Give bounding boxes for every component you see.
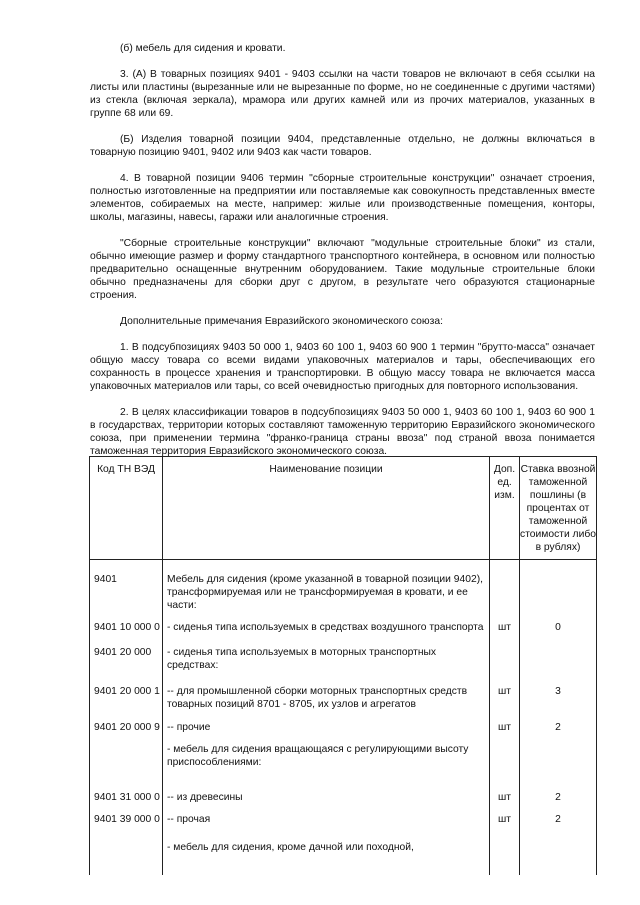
- row-code-text: 9401: [94, 574, 117, 585]
- header-rate: Ставка ввозной таможенной пошлины (в процентах от таможенной стоимости либо в рублях): [520, 457, 597, 560]
- row-code: [90, 787, 163, 811]
- row-name-text: -- из древесины: [167, 792, 243, 803]
- table-header-row: [90, 457, 597, 560]
- paragraph: (б) мебель для сидения и кровати.: [120, 43, 286, 54]
- row-unit: [490, 681, 520, 719]
- row-code: [90, 811, 163, 835]
- row-unit-text: шт: [498, 622, 511, 633]
- paragraph: 4. В товарной позиции 9406 термин "сборные строительные конструкции" означает строения, полностью изготовленные на предприятии или поставляемые как совокупность представленных вместе элементов, собираемых на месте, например: жилые или производственные помещения, конторы, школы, магазины, навесы, гаражи или аналогичные строения.: [90, 173, 595, 223]
- row-name: [163, 644, 490, 681]
- row-code-text: 9401 10 000 0: [94, 622, 160, 633]
- row-name: [163, 612, 490, 644]
- table-row: [90, 787, 597, 811]
- row-code: [90, 719, 163, 743]
- header-name: Наименование позиции: [163, 457, 490, 560]
- row-name: [163, 743, 490, 787]
- table-row: [90, 811, 597, 835]
- row-name-text: - сиденья типа используемых в моторных транспортных средствах:: [167, 647, 437, 671]
- row-name-text: -- для промышленной сборки моторных транспортных средств товарных позиций 8701 - 8705, их узлов и агрегатов: [167, 686, 468, 710]
- row-rate-text: 2: [555, 814, 561, 825]
- row-rate-text: 2: [555, 722, 561, 733]
- row-unit-text: шт: [498, 686, 511, 697]
- row-rate: [520, 835, 597, 875]
- table-row: [90, 644, 597, 681]
- table-row: [90, 743, 597, 787]
- row-name-text: - сиденья типа используемых в средствах воздушного транспорта: [167, 622, 484, 633]
- row-rate-text: 2: [555, 792, 561, 803]
- notes-text: [90, 42, 595, 471]
- row-unit-text: шт: [498, 814, 511, 825]
- row-rate: [520, 811, 597, 835]
- row-name: [163, 681, 490, 719]
- paragraph: 3. (А) В товарных позициях 9401 - 9403 ссылки на части товаров не включают в себя ссылки на листы или пластины (вырезанные или не вырезанные по форме, но не соединенные с другими частями) из стекла (включая зеркала), мрамора или других камней или из прочих материалов, указанных в группе 68 или 69.: [90, 69, 595, 119]
- row-name-text: - мебель для сидения, кроме дачной или походной,: [167, 842, 414, 853]
- table-row: [90, 835, 597, 875]
- row-name-text: - мебель для сидения вращающаяся с регулирующими высоту приспособлениями:: [167, 744, 469, 768]
- row-code: [90, 644, 163, 681]
- row-rate-text: 3: [555, 686, 561, 697]
- header-code: Код ТН ВЭД: [90, 457, 163, 560]
- table-row: [90, 681, 597, 719]
- row-name: [163, 835, 490, 875]
- row-code-text: 9401 20 000: [94, 647, 152, 658]
- row-rate: [520, 719, 597, 743]
- row-rate: [520, 612, 597, 644]
- row-unit-text: шт: [498, 792, 511, 803]
- row-name: [163, 787, 490, 811]
- header-unit: Доп. ед. изм.: [490, 457, 520, 560]
- tariff-table: [89, 456, 597, 875]
- row-unit-text: шт: [498, 722, 511, 733]
- row-rate: [520, 681, 597, 719]
- paragraph: 2. В целях классификации товаров в подсубпозициях 9403 50 000 1, 9403 60 100 1, 9403 60 900 1 в государствах, территории которых составляют таможенную территорию Евразийского экономического союза, при применении термина "франко-граница страны ввоза" под страной ввоза понимается таможенная территория Евразийского экономического союза.: [90, 407, 595, 457]
- row-unit: [490, 811, 520, 835]
- row-unit: [490, 644, 520, 681]
- row-code-text: 9401 39 000 0: [94, 814, 160, 825]
- row-code: [90, 612, 163, 644]
- row-unit: [490, 835, 520, 875]
- row-unit: [490, 612, 520, 644]
- row-rate: [520, 743, 597, 787]
- row-code-text: 9401 20 000 1: [94, 686, 160, 697]
- row-unit: [490, 719, 520, 743]
- row-code-text: 9401 20 000 9: [94, 722, 160, 733]
- row-unit: [490, 787, 520, 811]
- row-code: [90, 681, 163, 719]
- paragraph: "Сборные строительные конструкции" включают "модульные строительные блоки" из стали, обычно имеющие размер и форму стандартного транспортного контейнера, в основном или полностью предварительно оснащенные внутренним оборудованием. Такие модульные строительные блоки обычно предназначены для сборки друг с другом, в результате чего образуются стационарные строения.: [90, 238, 595, 301]
- row-rate: [520, 560, 597, 613]
- row-code: [90, 835, 163, 875]
- row-code-text: 9401 31 000 0: [94, 792, 160, 803]
- row-name-text: -- прочая: [167, 814, 211, 825]
- row-name: [163, 719, 490, 743]
- table-body: [90, 560, 597, 876]
- row-code: [90, 743, 163, 787]
- row-rate-text: 0: [555, 622, 561, 633]
- table-row: [90, 719, 597, 743]
- row-name: [163, 560, 490, 613]
- row-rate: [520, 787, 597, 811]
- table-row: [90, 560, 597, 613]
- row-name-text: -- прочие: [167, 722, 211, 733]
- row-name-text: Мебель для сидения (кроме указанной в товарной позиции 9402), трансформируемая или не трансформируемая в кровати, и ее части:: [167, 574, 483, 611]
- row-unit: [490, 560, 520, 613]
- row-unit: [490, 743, 520, 787]
- paragraph: 1. В подсубпозициях 9403 50 000 1, 9403 60 100 1, 9403 60 900 1 термин "брутто-масса" означает общую массу товара со всеми видами упаковочных материалов и тары, обеспечивающих его сохранность в процессе хранения и транспортировки. В общую массу товара не включается масса упаковочных материалов или тары, со всей очевидностью пригодных для повторного использования.: [90, 342, 595, 392]
- paragraph: (Б) Изделия товарной позиции 9404, представленные отдельно, не должны включаться в товарную позицию 9401, 9402 или 9403 как части товаров.: [90, 134, 595, 158]
- row-rate: [520, 644, 597, 681]
- paragraph: Дополнительные примечания Евразийского экономического союза:: [120, 316, 443, 327]
- table-row: [90, 612, 597, 644]
- row-code: [90, 560, 163, 613]
- row-name: [163, 811, 490, 835]
